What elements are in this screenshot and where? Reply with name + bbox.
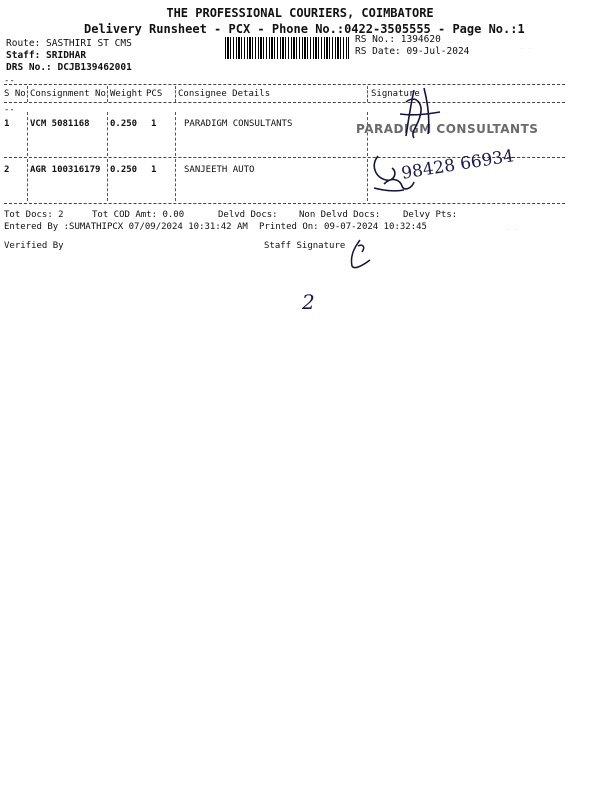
non-delivered-docs: Non Delvd Docs: — [299, 210, 381, 220]
verified-by-label: Verified By — [4, 241, 64, 251]
col-header-pcs: PCS — [146, 89, 163, 99]
row-weight: 0.250 — [110, 165, 138, 175]
handwritten-phone: 98428 66934 — [400, 146, 516, 184]
staff: Staff: SRIDHAR — [6, 50, 87, 61]
delivered-docs: Delvd Docs: — [218, 210, 278, 220]
row-consignment: VCM 5081168 — [30, 119, 90, 129]
col-divider — [367, 86, 368, 102]
col-divider — [175, 159, 176, 201]
dash-mark: -- — [4, 76, 15, 86]
row-pcs: 1 — [151, 165, 157, 175]
col-header-consignment: Consignment No — [30, 89, 106, 99]
row-sno: 2 — [4, 165, 10, 175]
consignee-stamp: PARADIGM CONSULTANTS — [356, 122, 539, 136]
row-consignment: AGR 100316179 — [30, 165, 101, 175]
col-header-sno: S No — [4, 89, 26, 99]
total-docs: Tot Docs: 2 — [4, 210, 64, 220]
col-divider — [175, 86, 176, 102]
row-consignee: PARADIGM CONSULTANTS — [184, 119, 293, 129]
company-name: THE PROFESSIONAL COURIERS, COIMBATORE — [166, 6, 434, 20]
table-bottom-rule — [4, 203, 565, 204]
runsheet-title: Delivery Runsheet - PCX - Phone No.:0422-3505555 - Page No.:1 — [84, 22, 525, 36]
table-top-rule — [4, 84, 565, 85]
row-consignee: SANJEETH AUTO — [184, 165, 255, 175]
row-sno: 1 — [4, 119, 10, 129]
col-divider — [27, 86, 28, 102]
signature-row1 — [370, 84, 460, 144]
delivery-points: Delvy Pts: — [403, 210, 458, 220]
col-header-weight: Weight — [110, 89, 143, 99]
rs-number: RS No.: 1394620 — [355, 34, 441, 45]
dash-mark: -- — [4, 105, 15, 115]
row-pcs: 1 — [151, 119, 157, 129]
staff-signature-label: Staff Signature — [264, 241, 346, 251]
printed-on: Printed On: 09-07-2024 10:32:45 — [259, 222, 427, 232]
col-divider — [107, 86, 108, 102]
col-divider — [175, 112, 176, 156]
route: Route: SASTHIRI ST CMS — [6, 38, 132, 49]
entered-by: Entered By :SUMATHIPCX 07/09/2024 10:31:42 AM — [4, 222, 248, 232]
drs-number: DRS No.: DCJB139462001 — [6, 62, 132, 73]
handwritten-page-mark: 2 — [302, 290, 315, 314]
total-cod-amount: Tot COD Amt: 0.00 — [92, 210, 185, 220]
staff-signature-scribble — [340, 236, 380, 272]
col-divider — [27, 159, 28, 201]
col-divider — [107, 112, 108, 156]
row-weight: 0.250 — [110, 119, 138, 129]
col-header-consignee: Consignee Details — [178, 89, 271, 99]
rs-date: RS Date: 09-Jul-2024 — [355, 46, 470, 57]
col-divider — [107, 159, 108, 201]
col-header-signature: Signature — [371, 89, 420, 99]
header-rule — [4, 102, 565, 103]
barcode — [225, 37, 349, 59]
col-divider — [27, 112, 28, 156]
